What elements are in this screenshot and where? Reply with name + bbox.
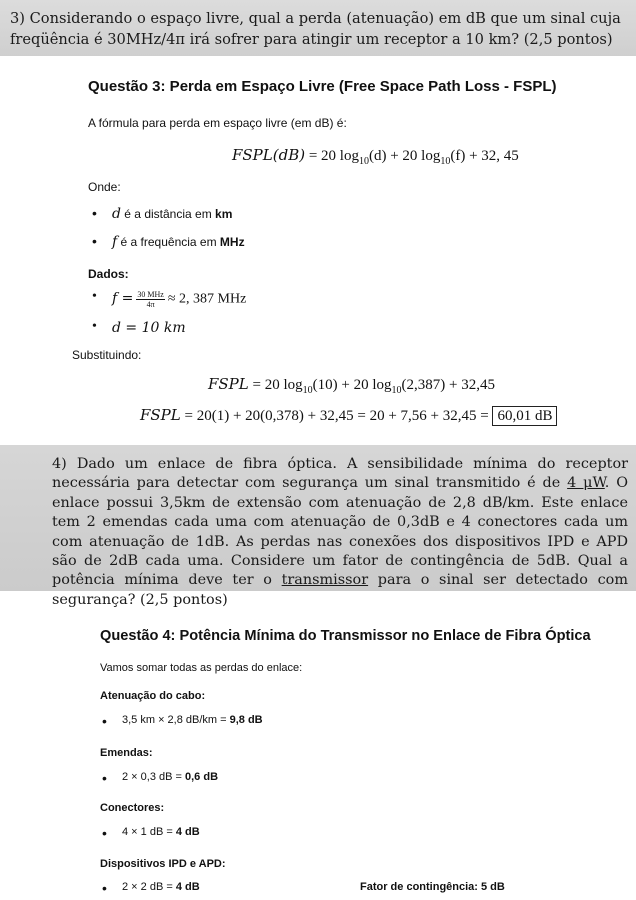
dispositivos-heading: Dispositivos IPD e APD: [100,858,226,870]
q3-intro: A fórmula para perda em espaço livre (em dB) é: [88,116,347,130]
question-3-scan [0,0,636,56]
f-definition: • f é a frequência em MHz [112,234,245,250]
substitution-1: FSPL = 20 $\log_{10}(10) + 20$ $\log_{10}(2,387) + 32,45$ [208,375,495,396]
d-definition: • d é a distância em km [112,206,232,222]
cabo-heading: Atenuação do cabo: [100,690,206,702]
dados-label: Dados: [88,267,129,281]
substituindo-label: Substituindo: [72,348,142,362]
conectores-calc: • 4 × 1 dB = 4 dB [122,826,200,838]
substitution-2: FSPL = 20(1) + 20(0,378) + 32,45 = 20 + 7,56 + 32,45 = 60,01 dB [140,406,557,425]
dispositivos-calc: • 2 × 2 dB = 4 dB [122,881,200,893]
question-3-scan-line1: 3) Considerando o espaço livre, qual a perda (atenuação) em dB que um sinal cuja [10,10,621,27]
emendas-calc: • 2 × 0,3 dB = 0,6 dB [122,771,218,783]
conectores-heading: Conectores: [100,802,165,814]
cabo-calc: • 3,5 km × 2,8 dB/km = 9,8 dB [122,714,263,726]
question-4-title: Questão 4: Potência Mínima do Transmissor no Enlace de Fibra Óptica [100,628,591,644]
fator-contingencia: Fator de contingência: 5 dB [360,881,505,893]
emendas-heading: Emendas: [100,747,153,759]
dado-f: • f = $\frac{\text{30 MHz}}{4\pi}$ ≈ 2, 387 MHz [112,290,246,309]
question-3-title: Questão 3: Perda em Espaço Livre (Free Space Path Loss - FSPL) [88,78,557,95]
fraction: $\frac{\text{30 MHz}}{4\pi}$ [137,290,164,309]
result-box: 60,01 dB [492,406,557,426]
question-4-scan: 4) Dado um enlace de fibra óptica. A sensibilidade mínima do receptor necessária para detectar com segurança um sinal transmitido é de 4 μW. O enlace possui 3,5km de extensão com atenuação de 2,8 dB/km. Este enlace tem 2 emendas cada uma com atenuação de 0,3dB e 4 conectores cada um com atenuação de 1dB. As perdas nas conexões dos dispositivos IPD e APD são de 2dB cada uma. Considere um fator de contingência de 5dB. Qual a potência mínima deve ter o transmissor para o sinal ser detectado com segurança? (2,5 pontos) [0,445,636,591]
dado-d: • d = 10 km [112,320,186,337]
onde-label: Onde: [88,180,121,194]
fspl-formula: FSPL(dB) = 20 $\log_{10}(d) + 20$ $\log_{10}(f) + 32$, 45 [232,146,519,167]
q4-intro: Vamos somar todas as perdas do enlace: [100,662,303,674]
question-3-scan-line2: freqüência é 30MHz/4π irá sofrer para atingir um receptor a 10 km? (2,5 pontos) [10,31,613,48]
